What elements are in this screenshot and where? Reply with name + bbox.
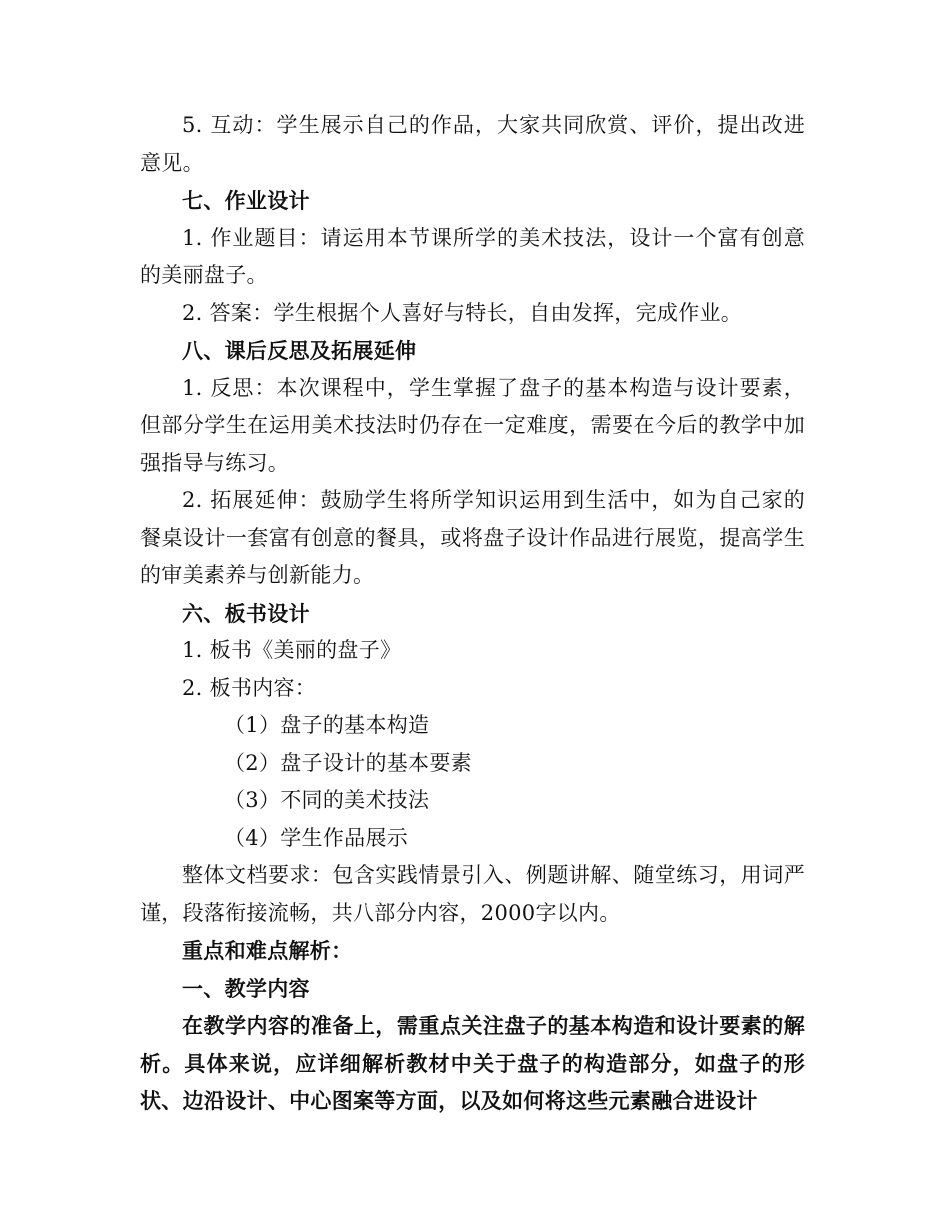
document-body [140,107,805,1120]
heading-board-design: 六、板书设计 [182,600,310,626]
board-item: （2）盘子设计的基本要素 [224,750,472,775]
paragraph-homework-answer: 2. 答案：学生根据个人喜好与特长，自由发挥，完成作业。 [182,300,743,325]
paragraph-board-content: 2. 板书内容： [182,675,317,700]
heading-teaching-content: 一、教学内容 [182,975,310,1001]
board-item: （3）不同的美术技法 [224,788,430,812]
heading-reflection-extension: 八、课后反思及拓展延伸 [182,338,417,363]
paragraph-document-requirements: 整体文档要求：包含实践情景引入、例题讲解、随堂练习，用词严谨，段落衔接流畅，共八部分内容，2000字以内。 [140,863,805,925]
paragraph-teaching-content: 在教学内容的准备上，需重点关注盘子的基本构造和设计要素的解析。具体来说，应详细解析教材中关于盘子的构造部分，如盘子的形状、边沿设计、中心图案等方面，以及如何将这些元素融合进设计 [140,1013,805,1113]
paragraph-interaction: 5. 互动：学生展示自己的作品，大家共同欣赏、评价，提出改进意见。 [140,113,805,175]
heading-homework-design: 七、作业设计 [182,188,310,213]
paragraph-board-title: 1. 板书《美丽的盘子》 [182,638,402,662]
board-item: （1）盘子的基本构造 [224,713,430,737]
paragraph-extension: 2. 拓展延伸：鼓励学生将所学知识运用到生活中，如为自己家的餐桌设计一套富有创意的餐具，或将盘子设计作品进行展览，提高学生的审美素养与创新能力。 [140,488,805,587]
paragraph-reflection: 1. 反思：本次课程中，学生掌握了盘子的基本构造与设计要素，但部分学生在运用美术技法时仍存在一定难度，需要在今后的教学中加强指导与练习。 [140,375,805,475]
heading-key-points: 重点和难点解析： [182,938,353,963]
paragraph-homework-topic: 1. 作业题目：请运用本节课所学的美术技法，设计一个富有创意的美丽盘子。 [140,225,805,287]
board-item: （4）学生作品展示 [224,825,409,850]
